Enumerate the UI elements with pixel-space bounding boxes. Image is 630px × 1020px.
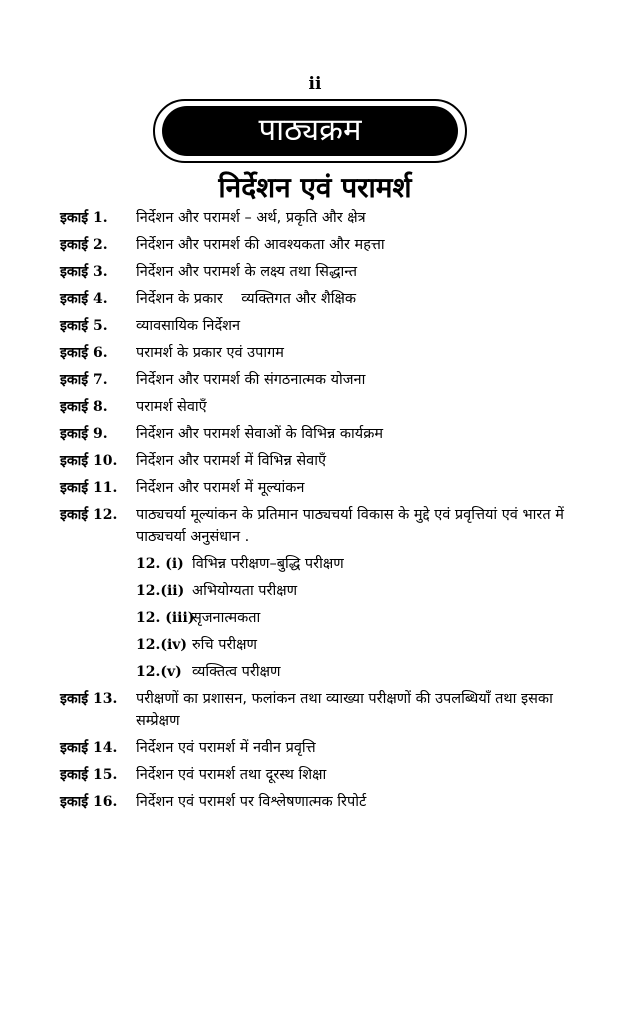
unit-number: इकाई 4.	[60, 291, 108, 307]
subsection-number: 12.(iv)	[136, 637, 188, 653]
unit-row	[60, 396, 590, 418]
unit-title: निर्देशन और परामर्श में मूल्यांकन	[136, 480, 305, 496]
unit-row	[60, 288, 590, 310]
subsection-row	[136, 580, 590, 602]
unit-row	[60, 764, 590, 786]
unit-title: निर्देशन और परामर्श के लक्ष्य तथा सिद्धान्त	[136, 264, 358, 280]
unit-title: निर्देशन और परामर्श की संगठनात्मक योजना	[136, 372, 366, 388]
unit-number: इकाई 3.	[60, 264, 108, 280]
subsection-title: विभिन्न परीक्षण–बुद्धि परीक्षण	[192, 556, 344, 572]
unit-row	[60, 261, 590, 283]
subsection-title: सृजनात्मकता	[192, 610, 261, 626]
subsection-title: रुचि परीक्षण	[192, 637, 258, 653]
unit-number: इकाई 5.	[60, 318, 108, 334]
unit-number: इकाई 6.	[60, 345, 108, 361]
subsection-row	[136, 634, 590, 656]
unit-number: इकाई 10.	[60, 453, 118, 469]
unit-row	[60, 688, 590, 732]
unit-row	[60, 207, 590, 229]
unit-row	[60, 369, 590, 391]
subsection-number: 12.(ii)	[136, 583, 185, 599]
unit-row	[60, 423, 590, 445]
unit-number: इकाई 15.	[60, 767, 118, 783]
unit-row	[60, 504, 590, 548]
unit-number: इकाई 16.	[60, 794, 118, 810]
title-banner: पाठ्यक्रम	[162, 106, 458, 156]
unit-title: परीक्षणों का प्रशासन, फलांकन तथा व्याख्या परीक्षणों की उपलब्धियाँ तथा इसका सम्प्रेक्षण	[136, 691, 553, 729]
unit-row	[60, 315, 590, 337]
unit-number: इकाई 7.	[60, 372, 108, 388]
unit-number: इकाई 9.	[60, 426, 108, 442]
unit-title: पाठ्यचर्या मूल्यांकन के प्रतिमान पाठ्यचर्या विकास के मुद्दे एवं प्रवृत्तियां एवं भारत में पाठ्यचर्या अनुसंधान .	[136, 507, 564, 545]
unit-number: इकाई 1.	[60, 210, 108, 226]
subsection-number: 12.(v)	[136, 664, 182, 680]
unit-row	[60, 234, 590, 256]
subsection-number: 12. (i)	[136, 556, 184, 572]
unit-title: निर्देशन एवं परामर्श तथा दूरस्थ शिक्षा	[136, 767, 327, 783]
unit-number: इकाई 8.	[60, 399, 108, 415]
unit-title: व्यावसायिक निर्देशन	[136, 318, 241, 334]
unit-number: इकाई 14.	[60, 740, 118, 756]
unit-row	[60, 791, 590, 813]
subject-title: निर्देशन एवं परामर्श	[218, 171, 412, 204]
subsection-row	[136, 553, 590, 575]
subsection-title: अभियोग्यता परीक्षण	[192, 583, 298, 599]
page-number: ii	[308, 74, 322, 94]
unit-title: निर्देशन एवं परामर्श पर विश्लेषणात्मक रिपोर्ट	[136, 794, 367, 810]
unit-title: निर्देशन के प्रकार व्यक्तिगत और शैक्षिक	[136, 291, 356, 307]
unit-row	[60, 342, 590, 364]
unit-12-subsections	[136, 553, 590, 683]
unit-number: इकाई 12.	[60, 507, 118, 523]
unit-title: परामर्श के प्रकार एवं उपागम	[136, 345, 284, 361]
unit-title: परामर्श सेवाएँ	[136, 399, 207, 415]
unit-number: इकाई 11.	[60, 480, 118, 496]
unit-row	[60, 477, 590, 499]
subsection-row	[136, 661, 590, 683]
unit-number: इकाई 13.	[60, 691, 118, 707]
unit-title: निर्देशन और परामर्श सेवाओं के विभिन्न कार्यक्रम	[136, 426, 383, 442]
syllabus-unit-list	[60, 207, 590, 818]
subsection-title: व्यक्तित्व परीक्षण	[192, 664, 281, 680]
unit-title: निर्देशन एवं परामर्श में नवीन प्रवृत्ति	[136, 740, 316, 756]
unit-title: निर्देशन और परामर्श की आवश्यकता और महत्ता	[136, 237, 385, 253]
unit-title: निर्देशन और परामर्श – अर्थ, प्रकृति और क्षेत्र	[136, 210, 366, 226]
unit-number: इकाई 2.	[60, 237, 108, 253]
unit-row	[60, 450, 590, 472]
subsection-row	[136, 607, 590, 629]
subsection-number: 12. (iii)	[136, 610, 195, 626]
unit-row	[60, 737, 590, 759]
unit-title: निर्देशन और परामर्श में विभिन्न सेवाएँ	[136, 453, 327, 469]
